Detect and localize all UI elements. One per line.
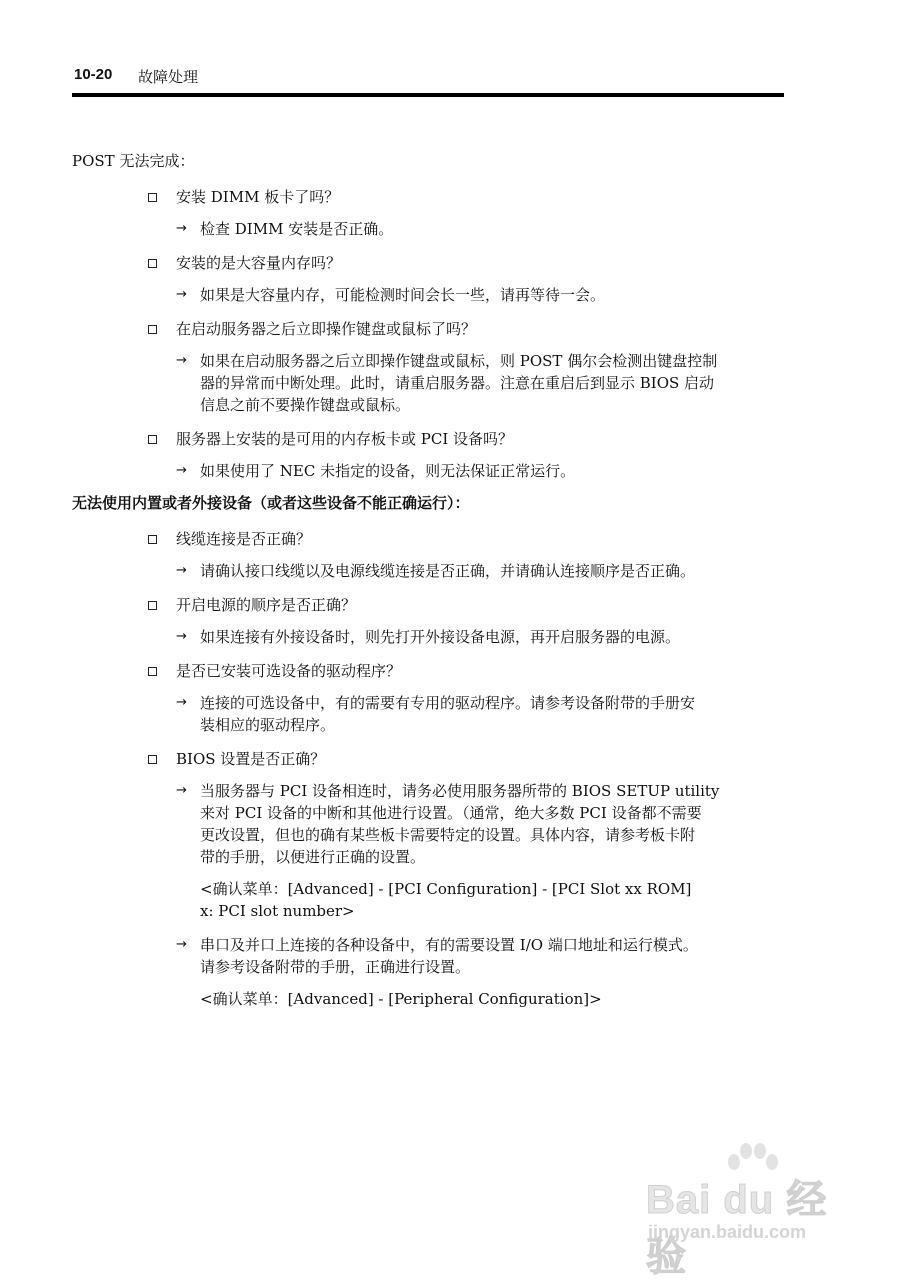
arrow-right-icon: → (176, 563, 187, 578)
question-text: 安装的是大容量内存吗？ (176, 254, 342, 272)
arrow-right-icon: → (176, 287, 187, 302)
checklist-item (148, 660, 784, 682)
checkbox-icon (148, 259, 157, 268)
checkbox-icon (148, 435, 157, 444)
answer-line: 带的手册，以便进行正确的设置。 (200, 848, 426, 866)
checkbox-icon (148, 667, 157, 676)
arrow-right-icon: → (176, 695, 187, 710)
answer-line: 如果连接有外接设备时，则先打开外接设备电源，再开启服务器的电源。 (200, 628, 681, 646)
question-text: 在启动服务器之后立即操作键盘或鼠标了吗？ (176, 320, 477, 338)
answer-line: 装相应的驱动程序。 (200, 716, 336, 734)
checkbox-icon (148, 535, 157, 544)
checkbox-icon (148, 325, 157, 334)
arrow-right-icon: → (176, 937, 187, 952)
question-text: BIOS 设置是否正确？ (176, 750, 326, 768)
menu-line: x: PCI slot number> (200, 902, 355, 920)
answer (176, 934, 760, 978)
menu-path (200, 988, 760, 1010)
answer-line: 请参考设备附带的手册，正确进行设置。 (200, 958, 471, 976)
answer (176, 284, 760, 306)
checklist-item (148, 594, 784, 616)
question-text: 线缆连接是否正确？ (176, 530, 312, 548)
checklist-item (148, 748, 784, 770)
section-title-post: POST 无法完成： (72, 152, 195, 170)
question-text: 开启电源的顺序是否正确？ (176, 596, 357, 614)
answer (176, 218, 760, 240)
answer-line: 当服务器与 PCI 设备相连时，请务必使用服务器所带的 BIOS SETUP utility (200, 782, 720, 800)
section-title-devices: 无法使用内置或者外接设备（或者这些设备不能正确运行）： (72, 494, 470, 512)
arrow-right-icon: → (176, 353, 187, 368)
answer (176, 692, 760, 736)
answer-line: 请确认接口线缆以及电源线缆连接是否正确，并请确认连接顺序是否正确。 (200, 562, 696, 580)
answer-line: 器的异常而中断处理。此时，请重启服务器。注意在重启后到显示 BIOS 启动 (200, 374, 715, 392)
answer-line: 如果在启动服务器之后立即操作键盘或鼠标，则 POST 偶尔会检测出键盘控制 (200, 352, 718, 370)
answer-line: 信息之前不要操作键盘或鼠标。 (200, 396, 411, 414)
baidu-watermark (640, 1142, 860, 1279)
watermark-brand: Bai du 经验 (646, 1178, 828, 1279)
question-text: 服务器上安装的是可用的内存板卡或 PCI 设备吗？ (176, 430, 514, 448)
arrow-right-icon: → (176, 221, 187, 236)
answer-line: 连接的可选设备中，有的需要有专用的驱动程序。请参考设备附带的手册安 (200, 694, 696, 712)
checklist-item (148, 428, 784, 450)
page-header (72, 64, 784, 98)
menu-path (200, 878, 760, 922)
answer-line: 来对 PCI 设备的中断和其他进行设置。（通常，绝大多数 PCI 设备都不需要 (200, 804, 702, 822)
answer-line: 串口及并口上连接的各种设备中，有的需要设置 I/O 端口地址和运行模式。 (200, 936, 698, 954)
document-body (72, 150, 784, 1010)
checkbox-icon (148, 601, 157, 610)
checklist-item (148, 318, 784, 340)
answer (176, 626, 760, 648)
chapter-title: 故障处理 (138, 68, 199, 86)
answer (176, 350, 760, 416)
watermark-url: jingyan.baidu.com (648, 1222, 807, 1242)
checklist-item (148, 528, 784, 550)
checkbox-icon (148, 755, 157, 764)
page-number: 10-20 (74, 66, 113, 83)
answer (176, 560, 760, 582)
header-rule (72, 93, 784, 97)
question-text: 安装 DIMM 板卡了吗？ (176, 188, 340, 206)
menu-line: <确认菜单：[Advanced] - [PCI Configuration] - [PCI Slot xx ROM] (200, 880, 692, 898)
answer (176, 460, 760, 482)
answer-line: 检查 DIMM 安装是否正确。 (200, 220, 394, 238)
menu-line: <确认菜单：[Advanced] - [Peripheral Configuration]> (200, 990, 602, 1008)
answer-line: 更改设置，但也的确有某些板卡需要特定的设置。具体内容，请参考板卡附 (200, 826, 696, 844)
arrow-right-icon: → (176, 783, 187, 798)
answer (176, 780, 760, 868)
checkbox-icon (148, 193, 157, 202)
answer-line: 如果使用了 NEC 未指定的设备，则无法保证正常运行。 (200, 462, 576, 480)
answer-line: 如果是大容量内存，可能检测时间会长一些，请再等待一会。 (200, 286, 606, 304)
checklist-item (148, 186, 784, 208)
arrow-right-icon: → (176, 629, 187, 644)
checklist-item (148, 252, 784, 274)
question-text: 是否已安装可选设备的驱动程序？ (176, 662, 402, 680)
arrow-right-icon: → (176, 463, 187, 478)
